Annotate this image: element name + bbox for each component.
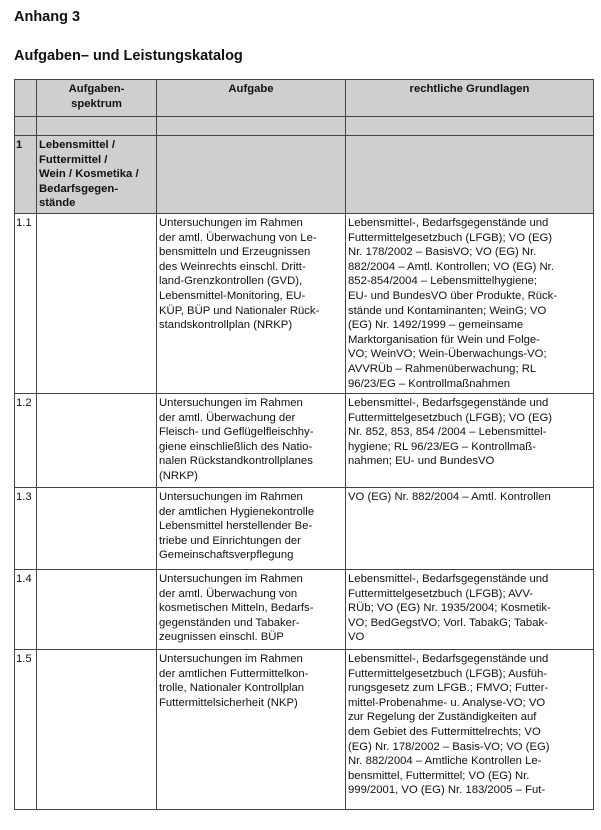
spacer-cell — [346, 117, 594, 136]
row-task: Untersuchungen im Rahmen der amtl. Überwachung von Le- bensmitteln und Erzeugnissen des Weinrechts einschl. Dritt- land-Grenzkontrollen (GVD), Lebensmittel-Monitoring, EU- KÜP, BÜP und Nationaler Rück- standskontrollplan (NRKP) — [157, 213, 346, 393]
header-task: Aufgabe — [157, 80, 346, 117]
table-row — [15, 488, 594, 570]
table-row — [15, 570, 594, 650]
row-number: 1.2 — [15, 394, 37, 488]
row-legal-basis: Lebensmittel-, Bedarfsgegenstände und Futtermittelgesetzbuch (LFGB); VO (EG) Nr. 178/2002 – BasisVO; VO (EG) Nr. 882/2004 – Amtl. Kontrollen; VO (EG) Nr. 852-854/2004 – Lebensmittelhygiene; EU- und BundesVO über Produkte, Rück- stände und Kontaminanten; WeinG; VO (EG) Nr. 1492/1999 – gemeinsame Marktorganisation für Wein und Folge- VO; WeinVO; Wein-Überwachungs-VO; AVVRÜb – Rahmenüberwachung; RL 96/23/EG – Kontrollmaßnahmen — [346, 213, 594, 393]
section-number: 1 — [15, 136, 37, 214]
row-task: Untersuchungen im Rahmen der amtlichen Futtermittelkon- trolle, Nationaler Kontrollplan Futtermittelsicherheit (NKP) — [157, 650, 346, 810]
row-task: Untersuchungen im Rahmen der amtl. Überwachung von kosmetischen Mitteln, Bedarfs- gegenständen und Tabaker- zeugnissen einschl. BÜP — [157, 570, 346, 650]
row-spectrum — [37, 394, 157, 488]
spacer-cell — [157, 117, 346, 136]
section-empty-cell — [346, 136, 594, 214]
row-spectrum — [37, 213, 157, 393]
header-nr — [15, 80, 37, 117]
row-legal-basis: Lebensmittel-, Bedarfsgegenstände und Futtermittelgesetzbuch (LFGB); Ausfüh- rungsgesetz zum LFGB.; FMVO; Futter- mittel-Probenahme- u. Analyse-VO; VO zur Regelung der Zuständigkeiten auf dem Gebiet des Futtermittelrechts; VO (EG) Nr. 178/2002 – Basis-VO; VO (EG) Nr. 882/2004 – Amtliche Kontrollen Le- bensmittel, Futtermittel; VO (EG) Nr. 999/2001, VO (EG) Nr. 183/2005 – Fut- — [346, 650, 594, 810]
row-legal-basis: Lebensmittel-, Bedarfsgegenstände und Futtermittelgesetzbuch (LFGB); AVV- RÜb; VO (EG) Nr. 1935/2004; Kosmetik- VO; BedGegstVO; Vorl. TabakG; Tabak- VO — [346, 570, 594, 650]
annex-label: Anhang 3 — [14, 9, 81, 25]
header-task-spectrum: Aufgaben- spektrum — [37, 80, 157, 117]
section-row — [15, 136, 594, 214]
row-legal-basis: Lebensmittel-, Bedarfsgegenstände und Futtermittelgesetzbuch (LFGB); VO (EG) Nr. 852, 853, 854 /2004 – Lebensmittel- hygiene; RL 96/23/EG – Kontrollmaß- nahmen; EU- und BundesVO — [346, 394, 594, 488]
table-row — [15, 394, 594, 488]
table-row — [15, 650, 594, 810]
row-number: 1.5 — [15, 650, 37, 810]
spacer-cell — [15, 117, 37, 136]
table-spacer-row — [15, 117, 594, 136]
row-number: 1.3 — [15, 488, 37, 570]
row-task: Untersuchungen im Rahmen der amtl. Überwachung der Fleisch- und Geflügelfleischhy- giene einschließlich des Natio- nalen Rückstandkontrollplanes (NRKP) — [157, 394, 346, 488]
row-legal-basis: VO (EG) Nr. 882/2004 – Amtl. Kontrollen — [346, 488, 594, 570]
row-number: 1.1 — [15, 213, 37, 393]
section-empty-cell — [157, 136, 346, 214]
header-legal-basis: rechtliche Grundlagen — [346, 80, 594, 117]
table-row — [15, 213, 594, 393]
row-spectrum — [37, 650, 157, 810]
spacer-cell — [37, 117, 157, 136]
document-title: Aufgaben– und Leistungskatalog — [14, 48, 243, 64]
task-catalog-table — [14, 79, 594, 810]
section-label: Lebensmittel / Futtermittel / Wein / Kosmetika / Bedarfsgegen- stände — [37, 136, 157, 214]
row-task: Untersuchungen im Rahmen der amtlichen Hygienekontrolle Lebensmittel herstellender Be- triebe und Einrichtungen der Gemeinschaftsverpflegung — [157, 488, 346, 570]
table-header-row — [15, 80, 594, 117]
row-spectrum — [37, 488, 157, 570]
row-spectrum — [37, 570, 157, 650]
row-number: 1.4 — [15, 570, 37, 650]
